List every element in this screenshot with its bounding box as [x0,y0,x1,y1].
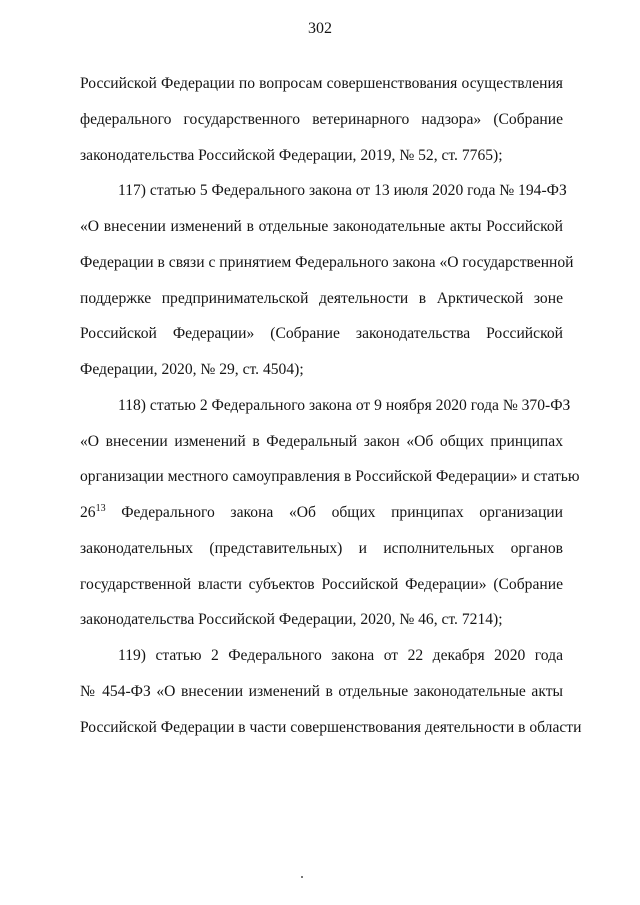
text-line: законодательства Российской Федерации, 2019, № 52, ст. 7765); [80,146,503,164]
document-body [80,66,582,745]
text-line: организации местного самоуправления в Российской Федерации» и статью [80,468,580,486]
text-line: государственной власти субъектов Российской Федерации» (Собрание [80,575,563,593]
article-number: $26^{13}$ [80,503,106,521]
text-line-with-article-ref: $26^{13}$ Федерального закона «Об общих принципах организации [80,503,563,521]
text-line: Российской Федерации в части совершенствования деятельности в области [80,718,582,736]
text-line: Федерации в связи с принятием Федерального закона «О государственной [80,253,574,271]
article-superscript: 13 [95,503,106,514]
list-item-119-start: 119) статью 2 Федерального закона от 22 декабря 2020 года [118,647,563,664]
text-line: поддержке предпринимательской деятельности в Арктической зоне [80,289,563,307]
text-line: законодательства Российской Федерации, 2020, № 46, ст. 7214); [80,611,503,629]
text-line: Российской Федерации» (Собрание законодательства Российской [80,325,563,343]
text-line: законодательных (представительных) и исполнительных органов [80,539,563,557]
text-line: № 454-ФЗ «О внесении изменений в отдельные законодательные акты [80,682,563,700]
text-line: Российской Федерации по вопросам совершенствования осуществления [80,75,563,92]
text-line: «О внесении изменений в отдельные законодательные акты Российской [80,218,563,235]
page-number: 302 [308,20,332,37]
text-line: «О внесении изменений в Федеральный закон «Об общих принципах [80,432,563,450]
list-item-118-start: 118) статью 2 Федерального закона от 9 ноября 2020 года № 370-ФЗ [118,396,571,414]
list-item-117-start: 117) статью 5 Федерального закона от 13 июля 2020 года № 194-ФЗ [118,182,567,200]
scan-speck [301,876,303,878]
text-line: Федерации, 2020, № 29, ст. 4504); [80,361,304,378]
text-line: федерального государственного ветеринарного надзора» (Собрание [80,110,563,128]
